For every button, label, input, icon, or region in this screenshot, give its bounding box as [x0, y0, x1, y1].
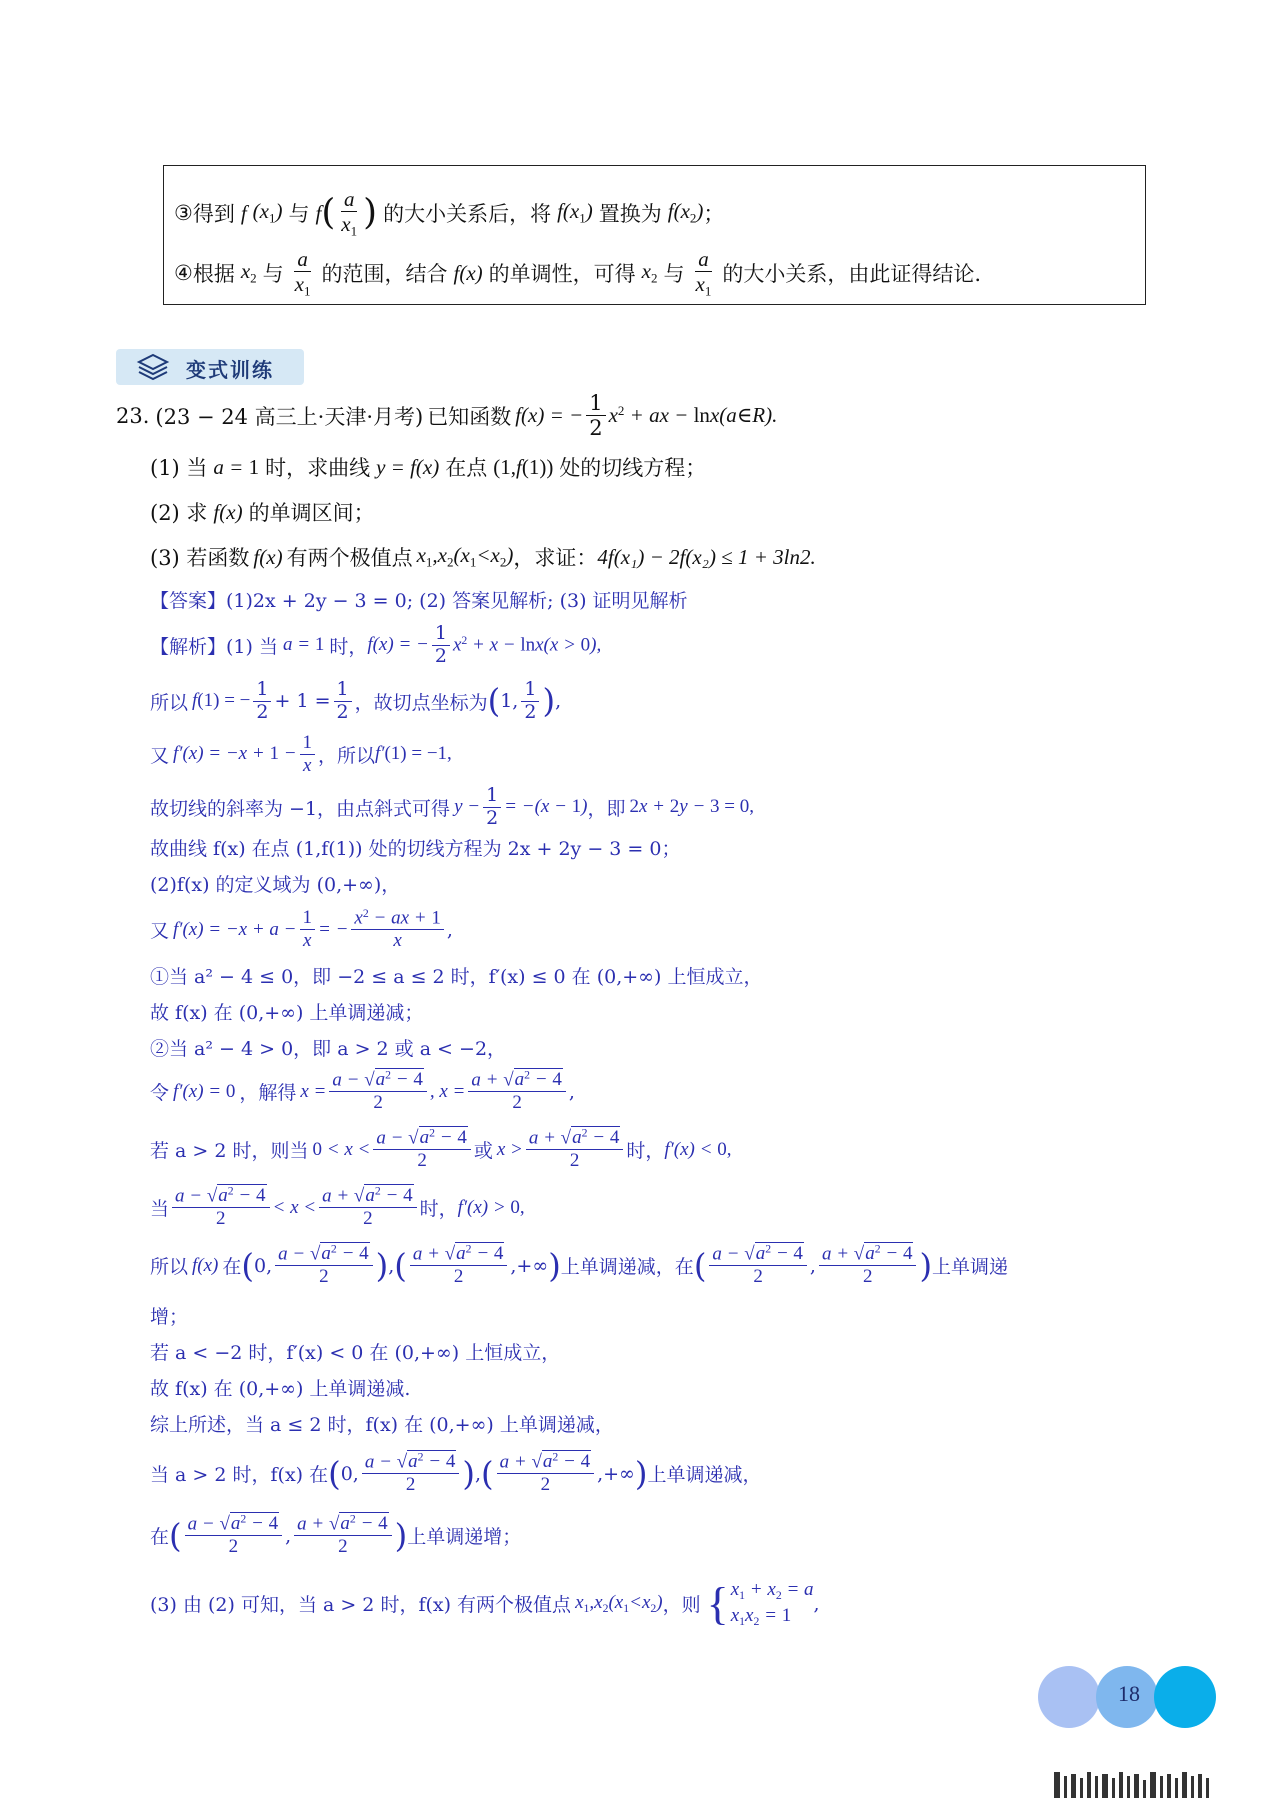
text: 上单调递 [932, 1256, 1009, 1279]
question-source: (23 − 24 高三上·天津·月考) [155, 404, 424, 429]
text: ，解得 [239, 1082, 297, 1105]
text: 有两个极值点 [286, 546, 413, 570]
answer-text: (1)2x + 2y − 3 = 0; (2) 答案见解析; (3) 证明见解析 [226, 590, 688, 612]
text: (1) 当 [150, 456, 208, 480]
text: 处的切线方程； [559, 456, 707, 480]
text: 当 a > 2 时，f(x) 在 [150, 1464, 329, 1487]
paren: ) [548, 1246, 561, 1285]
text: ①当 a² − 4 ≤ 0，即 −2 ≤ a ≤ 2 时，f′(x) ≤ 0 在 (0,+∞) 上恒成立， [150, 966, 763, 988]
math: f(x) = − [367, 634, 429, 656]
barcode-bar [1134, 1774, 1139, 1798]
box-step-3 [174, 188, 724, 238]
math: f(1) = − [192, 690, 251, 712]
text: 或 [473, 1140, 493, 1163]
question-number: 23. [116, 403, 150, 428]
fraction: $\frac{a + √a^2 - 4}{2}$ [468, 1070, 565, 1113]
fraction: $\frac{a + √a^2 - 4}{2}$ [819, 1244, 916, 1287]
fraction: $\frac{1}{x}$ [300, 733, 316, 776]
text: 与 [663, 262, 685, 287]
text: 所以 [150, 691, 189, 714]
barcode-bar [1087, 1772, 1091, 1798]
text: 故切线的斜率为 −1，由点斜式可得 [150, 797, 451, 820]
text: 的大小关系，由此证得结论. [722, 262, 982, 287]
equation-system: { $x_1 + x_2 = a$ $x_1x_2 = 1$ [706, 1577, 814, 1629]
text: 综上所述，当 a ≤ 2 时，f(x) 在 (0,+∞) 上单调递减， [150, 1414, 614, 1436]
solution-line-21 [150, 1578, 820, 1630]
page-circle-right [1154, 1666, 1216, 1728]
barcode-bar [1143, 1780, 1146, 1798]
fraction: $\frac{a - √a^2 - 4}{2}$ [373, 1128, 470, 1171]
text: 在 [150, 1526, 170, 1549]
math: $f(x_2)$ [667, 199, 704, 226]
paren: ( [169, 1516, 182, 1555]
paren: ) [542, 682, 556, 721]
fraction: $\frac{1}{2}$ [253, 680, 271, 723]
solution-line-4 [150, 786, 754, 829]
barcode-bar [1119, 1772, 1123, 1798]
question-stem [116, 392, 777, 439]
solution-line-16 [150, 1338, 560, 1365]
text: ，则 [662, 1594, 701, 1617]
page-number: 18 [1118, 1681, 1140, 1706]
math: $x_1,x_2(x_1<x_2)$ [575, 1591, 663, 1615]
math: 0, [340, 1462, 359, 1485]
text: 故 f(x) 在 (0,+∞) 上单调递减； [150, 1002, 424, 1024]
math: $f(x_1)$ [557, 199, 593, 226]
math: a = 1 [282, 634, 325, 656]
text: ，即 [587, 797, 626, 820]
text: 4f(x₁) − 2f(x₂) ≤ 1 + 3ln2. [597, 544, 816, 569]
solution-line-17 [150, 1374, 410, 1401]
paren: ( [328, 1454, 341, 1493]
question-part-1 [150, 452, 706, 482]
solution-line-12 [150, 1128, 731, 1171]
text: 时， [626, 1140, 665, 1163]
math: $x^2 + x - \ln x(x > 0)$, [452, 634, 602, 656]
punct: , [568, 1080, 575, 1103]
math: $x_2$ [641, 259, 658, 286]
solution-line-3 [150, 733, 452, 776]
text: 上单调递减， [647, 1464, 762, 1487]
solution-line-7 [150, 908, 453, 951]
solution-line-11 [150, 1070, 575, 1113]
paren: ( [487, 682, 501, 721]
math: + 1 = [274, 690, 331, 713]
punct: , [285, 1524, 292, 1547]
punct: , [474, 1462, 481, 1485]
text: 时，求曲线 [265, 456, 371, 480]
punct: , [809, 1254, 816, 1277]
text: 又 [150, 920, 170, 943]
math: (1,f(1)) [493, 454, 554, 479]
barcode-bar [1127, 1776, 1130, 1798]
paren: ( [241, 1246, 255, 1285]
solution-line-2 [150, 680, 561, 723]
punct: , [388, 1254, 395, 1277]
fraction: $\frac{1}{2}$ [586, 392, 605, 439]
math: y = f(x) [376, 454, 440, 479]
math: a = 1 [213, 454, 260, 479]
barcode-bar [1064, 1776, 1067, 1798]
barcode-bar [1175, 1778, 1178, 1798]
barcode-bar [1102, 1774, 1108, 1798]
layers-icon [136, 353, 170, 381]
paren: ) [462, 1454, 475, 1493]
barcode-bar [1095, 1776, 1098, 1798]
solution-line-13 [150, 1186, 525, 1229]
paren: ( [394, 1246, 407, 1285]
fraction: $\frac{x^2 - ax + 1}{x}$ [351, 908, 443, 951]
fraction: $\frac{1}{x}$ [300, 908, 316, 951]
step-3-marker: ③ [174, 201, 193, 226]
paren: ) [919, 1246, 933, 1285]
math: x = [300, 1080, 327, 1102]
barcode-bar [1182, 1772, 1187, 1798]
math: $(x_1)$ [252, 199, 283, 226]
math: 1, [500, 690, 519, 713]
text: (3) 由 (2) 可知，当 a > 2 时，f(x) 有两个极值点 [150, 1594, 572, 1617]
question-part-2 [150, 497, 375, 527]
paren: ( [481, 1454, 494, 1493]
fraction: $\frac{a + √a^2 - 4}{2}$ [526, 1128, 623, 1171]
fraction: $\frac{a - √a^2 - 4}{2}$ [172, 1186, 269, 1229]
section-label: 变式训练 [186, 358, 274, 382]
punct: , [813, 1592, 820, 1615]
answer-line [150, 586, 688, 613]
paren: ) [394, 1516, 408, 1555]
math: f(x) [213, 499, 243, 524]
text: 的单调性，可得 [488, 262, 636, 287]
fraction: $\frac{1}{2}$ [334, 680, 352, 723]
solution-line-8 [150, 962, 762, 989]
barcode-bar [1080, 1778, 1083, 1798]
text: ②当 a² − 4 > 0，即 a > 2 或 a < −2， [150, 1038, 507, 1060]
text: (2)f(x) 的定义域为 (0,+∞)， [150, 874, 401, 896]
text: 的单调区间； [248, 501, 375, 525]
solution-line-19 [150, 1452, 762, 1495]
text: 上单调递增； [407, 1526, 522, 1549]
math: 0, [254, 1254, 273, 1277]
text: ，故切点坐标为 [354, 691, 488, 714]
math: = − [318, 918, 349, 940]
solution-line-1 [150, 624, 601, 667]
paren: ) [375, 1246, 389, 1285]
text: 时， [419, 1198, 458, 1221]
math: ,+∞ [510, 1254, 549, 1277]
fraction: $\frac{a}{x_1}$ [341, 187, 358, 239]
method-box [163, 165, 1146, 305]
section-tag [116, 349, 304, 385]
math: f(x) [453, 260, 483, 285]
step-4-marker: ④ [174, 261, 193, 286]
text: 增； [150, 1306, 189, 1328]
math: $x^2$ + ax − lnx [608, 402, 720, 428]
punct: , [555, 690, 562, 713]
math: = −(x − 1) [504, 796, 588, 818]
text: 与 [262, 262, 284, 287]
math: y − [454, 796, 481, 818]
text: 又 [150, 744, 170, 767]
barcode-bar [1112, 1778, 1115, 1798]
math: f′(1) = −1, [375, 743, 452, 765]
solution-line-10 [150, 1034, 506, 1061]
text: 上单调递减，在 [560, 1256, 694, 1279]
math: ,+∞ [597, 1462, 635, 1485]
text: 的大小关系后，将 [383, 202, 552, 227]
text: 已知函数 [427, 404, 512, 429]
barcode-bar [1071, 1774, 1076, 1798]
text: 故曲线 f(x) 在点 (1,f(1)) 处的切线方程为 2x + 2y − 3 = 0； [150, 838, 681, 860]
barcode-watermark [1054, 1766, 1209, 1798]
barcode-bar [1198, 1774, 1202, 1798]
solution-line-15 [150, 1302, 188, 1329]
math: x > [496, 1138, 523, 1160]
math: f [240, 200, 247, 225]
paren: ) [634, 1454, 648, 1493]
text: 当 [150, 1198, 170, 1221]
fraction: $\frac{1}{2}$ [483, 786, 501, 829]
math: f(x) [192, 1254, 219, 1276]
math: , x = [429, 1080, 466, 1102]
fraction: $\frac{1}{2}$ [521, 680, 539, 723]
solution-line-9 [150, 998, 423, 1025]
barcode-bar [1054, 1772, 1060, 1798]
page-circle-left [1038, 1666, 1100, 1728]
question-part-3 [150, 542, 816, 572]
fraction: $\frac{a - √a^2 - 4}{2}$ [275, 1244, 372, 1287]
paren: ) [363, 192, 378, 234]
math: $x_2$ [240, 259, 257, 286]
text: 令 [150, 1082, 170, 1105]
text: 根据 [192, 262, 235, 287]
text: 若 a < −2 时，f′(x) < 0 在 (0,+∞) 上恒成立， [150, 1342, 561, 1364]
text: ； [703, 202, 725, 227]
fraction: $\frac{1}{2}$ [432, 624, 450, 667]
fraction: $\frac{a + √a^2 - 4}{2}$ [410, 1244, 507, 1287]
fraction: $\frac{a - √a^2 - 4}{2}$ [185, 1514, 282, 1557]
text: (2) 求 [150, 501, 208, 525]
math: f(x) [253, 544, 283, 569]
math: f′(x) = 0 [173, 1080, 236, 1102]
text: (1) 当 [226, 635, 278, 658]
math: f′(x) = −x + 1 − [173, 743, 297, 765]
punct: , [446, 918, 453, 941]
fraction: $\frac{a + √a^2 - 4}{2}$ [294, 1514, 391, 1557]
barcode-bar [1167, 1774, 1171, 1798]
text: ，所以 [318, 744, 376, 767]
text: 时， [329, 635, 368, 658]
text: 故 f(x) 在 (0,+∞) 上单调递减. [150, 1378, 411, 1400]
solution-line-20 [150, 1514, 521, 1557]
math: f′(x) < 0, [664, 1138, 732, 1160]
fraction: $\frac{a}{x_1}$ [294, 247, 311, 299]
text: (3) 若函数 [150, 546, 250, 570]
box-step-4 [174, 248, 981, 298]
text: 在 [222, 1256, 242, 1279]
text: 的范围，结合 [321, 262, 448, 287]
math: 0 < x < [312, 1138, 371, 1160]
barcode-bar [1150, 1772, 1156, 1798]
solution-tag: 【解析】 [150, 635, 227, 658]
barcode-bar [1191, 1776, 1194, 1798]
text: 置换为 [598, 202, 662, 227]
text: 所以 [150, 1256, 189, 1279]
fraction: $\frac{a - √a^2 - 4}{2}$ [362, 1452, 459, 1495]
math: f′(x) > 0, [457, 1196, 525, 1218]
barcode-bar [1160, 1776, 1163, 1798]
math: < x < [272, 1196, 317, 1218]
text: 若 a > 2 时，则当 [150, 1140, 309, 1163]
math: f [315, 200, 322, 225]
fraction: $\frac{a}{x_1}$ [695, 247, 712, 299]
fraction: $\frac{a + √a^2 - 4}{2}$ [319, 1186, 416, 1229]
text: 与 [288, 202, 310, 227]
fraction: $\frac{a - √a^2 - 4}{2}$ [709, 1244, 806, 1287]
solution-line-14 [150, 1244, 1008, 1287]
paren: ( [321, 192, 336, 234]
solution-line-6 [150, 870, 400, 897]
text: 得到 [192, 202, 235, 227]
barcode-bar [1206, 1778, 1209, 1798]
math: 2x + 2y − 3 = 0, [629, 796, 754, 818]
text: ，求证： [513, 546, 598, 570]
text: (a∈R). [719, 403, 778, 428]
paren: ( [693, 1246, 707, 1285]
answer-tag: 【答案】 [150, 590, 227, 612]
fraction: $\frac{a - √a^2 - 4}{2}$ [329, 1070, 426, 1113]
math: f′(x) = −x + a − [173, 918, 297, 940]
text: 在点 [445, 456, 488, 480]
solution-line-5 [150, 834, 680, 861]
fraction: $\frac{a + √a^2 - 4}{2}$ [497, 1452, 594, 1495]
math: $x_1,x_2(x_1<x_2)$ [416, 543, 514, 570]
math: f(x) = − [515, 403, 584, 428]
solution-line-18 [150, 1410, 614, 1437]
